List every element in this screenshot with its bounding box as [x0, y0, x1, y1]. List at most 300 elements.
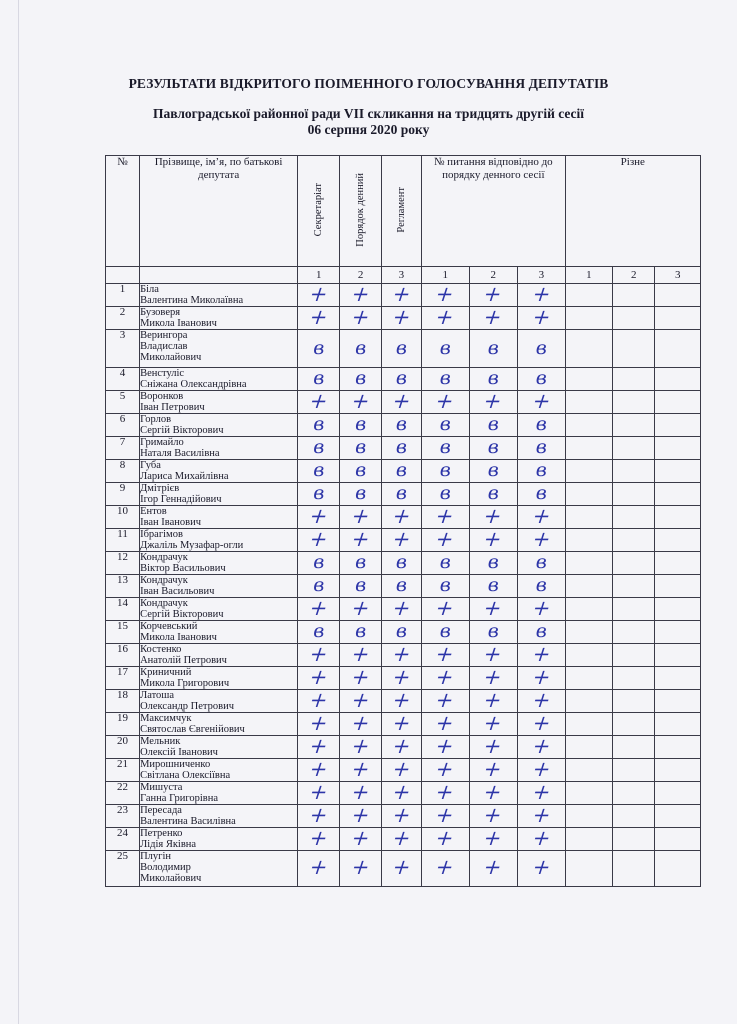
vote-cell: [518, 552, 566, 575]
vote-absent-mark: в: [355, 413, 367, 435]
deputy-name: [140, 621, 298, 644]
vote-for-mark: +: [480, 304, 506, 329]
vote-absent-mark: в: [395, 336, 407, 359]
misc-cell: [655, 575, 701, 598]
index-cell: 2: [613, 267, 655, 284]
vote-cell: [298, 756, 340, 782]
deputy-name-line: Кондрачук: [140, 598, 188, 609]
vote-absent-mark: в: [439, 336, 451, 359]
deputy-name: [140, 391, 298, 414]
vote-cell: [422, 526, 470, 552]
deputy-name: [140, 851, 298, 887]
misc-cell: [565, 529, 613, 552]
deputy-name: [140, 598, 298, 621]
vote-for-mark: +: [480, 733, 506, 758]
row-number: 13: [106, 575, 140, 598]
deputy-name-line: Іван Іванович: [140, 517, 202, 528]
vote-for-mark: +: [388, 503, 415, 528]
deputy-name-line: Іван Петрович: [140, 402, 205, 413]
deputy-name-line: Наталя Василівна: [140, 448, 220, 459]
deputy-name: [140, 529, 298, 552]
row-number: 5: [106, 391, 140, 414]
vote-for-mark: +: [528, 641, 555, 666]
deputy-name: [140, 736, 298, 759]
deputy-name-line: Мишуста: [140, 782, 183, 793]
vote-for-mark: +: [347, 687, 374, 712]
misc-cell: [613, 284, 655, 307]
vote-absent-mark: в: [395, 367, 407, 389]
row-number: 8: [106, 460, 140, 483]
vote-cell: [340, 414, 381, 437]
misc-cell: [565, 330, 613, 368]
vote-cell: [518, 460, 566, 483]
vote-cell: [518, 483, 566, 506]
table-row: [106, 667, 701, 690]
vote-cell: [469, 733, 518, 759]
vote-cell: [422, 733, 470, 759]
misc-cell: [565, 736, 613, 759]
vote-absent-mark: в: [313, 436, 325, 458]
subtitle-date: 06 серпня 2020 року: [307, 122, 430, 137]
deputy-name: [140, 805, 298, 828]
vote-for-mark: +: [528, 710, 555, 735]
table-row: [106, 552, 701, 575]
table-row: [106, 782, 701, 805]
vote-for-mark: +: [388, 641, 415, 666]
vote-absent-mark: в: [355, 336, 367, 359]
vote-for-mark: +: [528, 304, 555, 329]
vote-cell: [340, 733, 381, 759]
vote-for-mark: +: [432, 281, 458, 306]
vote-for-mark: +: [388, 779, 415, 804]
vote-for-mark: +: [306, 664, 332, 689]
misc-cell: [565, 391, 613, 414]
vote-absent-mark: в: [313, 620, 325, 642]
vote-cell: [298, 779, 340, 805]
misc-cell: [613, 667, 655, 690]
vote-cell: [381, 330, 421, 368]
row-number: 11: [106, 529, 140, 552]
vote-cell: [381, 621, 421, 644]
vote-for-mark: +: [432, 733, 458, 758]
vote-cell: [381, 483, 421, 506]
vote-cell: [298, 687, 340, 713]
misc-cell: [565, 414, 613, 437]
vote-for-mark: +: [432, 710, 458, 735]
vote-cell: [469, 779, 518, 805]
vote-for-mark: +: [347, 855, 374, 879]
vote-for-mark: +: [388, 687, 415, 712]
vote-for-mark: +: [306, 388, 332, 413]
row-number: 3: [106, 330, 140, 368]
misc-cell: [613, 621, 655, 644]
vote-cell: [469, 483, 518, 506]
vote-for-mark: +: [347, 779, 374, 804]
vote-cell: [422, 437, 470, 460]
misc-cell: [613, 483, 655, 506]
row-number: 2: [106, 307, 140, 330]
misc-cell: [655, 690, 701, 713]
deputy-name-line: Олексій Іванович: [140, 747, 218, 758]
row-number: 7: [106, 437, 140, 460]
deputy-name: [140, 483, 298, 506]
vote-absent-mark: в: [355, 436, 367, 458]
misc-cell: [565, 552, 613, 575]
misc-cell: [613, 414, 655, 437]
header-regulation-label: Регламент: [395, 186, 407, 233]
misc-cell: [655, 736, 701, 759]
vote-cell: [518, 664, 566, 690]
deputy-name-line: Іван Васильович: [140, 586, 215, 597]
row-number: 22: [106, 782, 140, 805]
deputy-name: [140, 437, 298, 460]
misc-cell: [655, 368, 701, 391]
vote-absent-mark: в: [439, 482, 451, 504]
vote-cell: [298, 414, 340, 437]
vote-cell: [340, 851, 381, 887]
deputy-name: [140, 330, 298, 368]
deputy-name-line: Воронков: [140, 391, 184, 402]
vote-absent-mark: в: [487, 574, 499, 596]
vote-absent-mark: в: [487, 367, 499, 389]
vote-for-mark: +: [480, 802, 506, 827]
vote-for-mark: +: [528, 526, 555, 551]
deputy-name: [140, 690, 298, 713]
vote-for-mark: +: [388, 756, 415, 781]
misc-cell: [565, 644, 613, 667]
misc-cell: [655, 529, 701, 552]
vote-for-mark: +: [480, 756, 506, 781]
misc-cell: [613, 828, 655, 851]
row-number: 12: [106, 552, 140, 575]
vote-absent-mark: в: [395, 574, 407, 596]
vote-cell: [340, 368, 381, 391]
header-agenda-label: Порядок денний: [355, 172, 367, 247]
vote-cell: [381, 802, 421, 828]
vote-cell: [422, 664, 470, 690]
vote-cell: [340, 552, 381, 575]
table-row: [106, 644, 701, 667]
row-number: 14: [106, 598, 140, 621]
vote-absent-mark: в: [355, 367, 367, 389]
vote-for-mark: +: [388, 802, 415, 827]
vote-cell: [469, 756, 518, 782]
misc-cell: [565, 284, 613, 307]
deputy-name: [140, 506, 298, 529]
vote-for-mark: +: [306, 687, 332, 712]
vote-cell: [298, 526, 340, 552]
deputy-name-line: Анатолій Петрович: [140, 655, 227, 666]
deputy-name-line: Валентина Миколаївна: [140, 295, 244, 306]
voting-table: [105, 155, 701, 887]
misc-cell: [565, 667, 613, 690]
index-cell: 1: [565, 267, 613, 284]
vote-absent-mark: в: [355, 574, 367, 596]
misc-cell: [565, 690, 613, 713]
deputy-name: [140, 575, 298, 598]
table-row: [106, 307, 701, 330]
vote-cell: [518, 851, 566, 887]
vote-cell: [340, 330, 381, 368]
vote-absent-mark: в: [535, 413, 547, 435]
vote-cell: [381, 664, 421, 690]
row-number: 6: [106, 414, 140, 437]
header-agenda: [340, 156, 381, 267]
vote-for-mark: +: [388, 733, 415, 758]
vote-cell: [340, 779, 381, 805]
vote-cell: [298, 330, 340, 368]
row-number: 23: [106, 805, 140, 828]
vote-cell: [298, 664, 340, 690]
deputy-name-line: Кондрачук: [140, 575, 188, 586]
deputy-name-line: Джаліль Музафар-огли: [140, 540, 244, 551]
vote-cell: [298, 575, 340, 598]
vote-cell: [381, 595, 421, 621]
misc-cell: [613, 437, 655, 460]
vote-absent-mark: в: [395, 620, 407, 642]
vote-for-mark: +: [528, 595, 555, 620]
vote-for-mark: +: [388, 825, 415, 850]
vote-cell: [381, 304, 421, 330]
vote-for-mark: +: [528, 664, 555, 689]
misc-cell: [655, 621, 701, 644]
table-row: [106, 713, 701, 736]
header-name: Прізвище, ім’я, по батькові депутата: [140, 156, 298, 267]
vote-for-mark: +: [306, 825, 332, 850]
misc-cell: [565, 368, 613, 391]
vote-for-mark: +: [306, 503, 332, 528]
vote-for-mark: +: [388, 664, 415, 689]
deputy-name-line: Біла: [140, 284, 159, 295]
vote-cell: [381, 526, 421, 552]
index-empty-num: [106, 267, 140, 284]
row-number: 15: [106, 621, 140, 644]
vote-cell: [469, 281, 518, 307]
page-title: РЕЗУЛЬТАТИ ВІДКРИТОГО ПОІМЕННОГО ГОЛОСУВАННЯ ДЕПУТАТІВ: [128, 76, 609, 91]
table-row: [106, 391, 701, 414]
table-row: [106, 828, 701, 851]
misc-cell: [613, 460, 655, 483]
vote-cell: [422, 575, 470, 598]
vote-cell: [469, 802, 518, 828]
vote-cell: [340, 437, 381, 460]
vote-cell: [340, 825, 381, 851]
misc-cell: [655, 460, 701, 483]
vote-cell: [518, 526, 566, 552]
subtitle-line-1: Павлоградської районної ради VII скликання на тридцять другій сесії: [152, 106, 585, 121]
misc-cell: [655, 782, 701, 805]
vote-cell: [298, 503, 340, 529]
vote-cell: [422, 641, 470, 667]
deputy-name-line: Олександр Петрович: [140, 701, 235, 712]
deputy-name: [140, 644, 298, 667]
deputy-name-line: Мирошниченко: [140, 759, 211, 770]
table-row: [106, 851, 701, 887]
deputy-name-line: Костенко: [140, 644, 182, 655]
row-number: 4: [106, 368, 140, 391]
vote-cell: [381, 756, 421, 782]
vote-cell: [422, 503, 470, 529]
vote-cell: [381, 368, 421, 391]
vote-for-mark: +: [432, 595, 458, 620]
vote-cell: [469, 552, 518, 575]
vote-for-mark: +: [388, 526, 415, 551]
vote-cell: [298, 733, 340, 759]
vote-cell: [422, 368, 470, 391]
vote-cell: [518, 595, 566, 621]
vote-cell: [469, 851, 518, 887]
vote-cell: [469, 575, 518, 598]
row-number: 10: [106, 506, 140, 529]
vote-for-mark: +: [306, 641, 332, 666]
header-secretariat-label: Секретаріат: [313, 182, 325, 237]
deputy-name: [140, 414, 298, 437]
vote-absent-mark: в: [535, 367, 547, 389]
vote-absent-mark: в: [439, 551, 451, 573]
misc-cell: [613, 805, 655, 828]
vote-for-mark: +: [388, 710, 415, 735]
deputy-name-line: Ганна Григорівна: [140, 793, 219, 804]
vote-for-mark: +: [528, 756, 555, 781]
vote-cell: [298, 368, 340, 391]
vote-for-mark: +: [480, 687, 506, 712]
vote-cell: [469, 621, 518, 644]
deputy-name: [140, 713, 298, 736]
vote-absent-mark: в: [439, 459, 451, 481]
vote-cell: [340, 664, 381, 690]
deputy-name-line: Бузоверя: [140, 307, 181, 318]
vote-cell: [298, 304, 340, 330]
deputy-name: [140, 782, 298, 805]
vote-absent-mark: в: [395, 436, 407, 458]
vote-for-mark: +: [347, 641, 374, 666]
header-row: [106, 156, 701, 267]
table-row: [106, 284, 701, 307]
vote-absent-mark: в: [439, 413, 451, 435]
vote-absent-mark: в: [487, 459, 499, 481]
vote-cell: [469, 330, 518, 368]
vote-cell: [518, 641, 566, 667]
deputy-name-line: Горлов: [140, 414, 172, 425]
vote-cell: [298, 437, 340, 460]
vote-for-mark: +: [432, 687, 458, 712]
vote-cell: [518, 802, 566, 828]
vote-for-mark: +: [432, 825, 458, 850]
vote-for-mark: +: [528, 733, 555, 758]
vote-absent-mark: в: [535, 620, 547, 642]
deputy-name: [140, 552, 298, 575]
deputy-name: [140, 759, 298, 782]
vote-for-mark: +: [432, 664, 458, 689]
vote-for-mark: +: [480, 526, 506, 551]
vote-absent-mark: в: [313, 367, 325, 389]
vote-for-mark: +: [528, 281, 555, 306]
misc-cell: [655, 598, 701, 621]
vote-absent-mark: в: [535, 436, 547, 458]
index-cell: 2: [340, 267, 381, 284]
vote-cell: [518, 687, 566, 713]
misc-cell: [565, 483, 613, 506]
index-cell: 1: [422, 267, 470, 284]
vote-absent-mark: в: [535, 336, 547, 359]
deputy-name-line: Володимир: [140, 862, 191, 873]
vote-for-mark: +: [347, 304, 374, 329]
deputy-name-line: Владислав: [140, 341, 188, 352]
vote-cell: [469, 641, 518, 667]
vote-for-mark: +: [432, 641, 458, 666]
deputy-name-line: Криничний: [140, 667, 192, 678]
vote-for-mark: +: [388, 855, 415, 879]
page-edge: [18, 0, 19, 1024]
vote-cell: [469, 304, 518, 330]
deputy-name-line: Микола Іванович: [140, 632, 217, 643]
vote-cell: [381, 414, 421, 437]
vote-for-mark: +: [432, 855, 458, 879]
misc-cell: [613, 851, 655, 887]
vote-cell: [298, 710, 340, 736]
vote-absent-mark: в: [535, 574, 547, 596]
vote-cell: [298, 802, 340, 828]
vote-cell: [381, 281, 421, 307]
table-row: [106, 437, 701, 460]
vote-cell: [298, 851, 340, 887]
vote-cell: [298, 595, 340, 621]
vote-cell: [422, 756, 470, 782]
deputy-name-line: Плугін: [140, 851, 171, 862]
misc-cell: [613, 575, 655, 598]
deputy-name: [140, 828, 298, 851]
misc-cell: [655, 483, 701, 506]
vote-cell: [469, 437, 518, 460]
vote-absent-mark: в: [439, 367, 451, 389]
vote-for-mark: +: [480, 855, 506, 879]
vote-absent-mark: в: [487, 413, 499, 435]
deputy-name-line: Миколайович: [140, 352, 202, 363]
deputy-name: [140, 460, 298, 483]
vote-cell: [381, 851, 421, 887]
vote-cell: [340, 503, 381, 529]
vote-for-mark: +: [306, 710, 332, 735]
vote-absent-mark: в: [487, 551, 499, 573]
vote-cell: [381, 825, 421, 851]
vote-cell: [422, 330, 470, 368]
vote-for-mark: +: [306, 756, 332, 781]
vote-for-mark: +: [306, 595, 332, 620]
vote-cell: [381, 641, 421, 667]
deputy-name-line: Валентина Василівна: [140, 816, 236, 827]
deputy-name-line: Венстуліс: [140, 368, 185, 379]
misc-cell: [613, 529, 655, 552]
row-number: 1: [106, 284, 140, 307]
misc-cell: [565, 782, 613, 805]
misc-cell: [565, 851, 613, 887]
row-number: 16: [106, 644, 140, 667]
table-body: [106, 281, 701, 887]
misc-cell: [613, 736, 655, 759]
vote-for-mark: +: [480, 664, 506, 689]
table-row: [106, 575, 701, 598]
misc-cell: [565, 460, 613, 483]
vote-cell: [422, 802, 470, 828]
page-subtitle: [0, 106, 737, 138]
vote-cell: [518, 733, 566, 759]
misc-cell: [565, 828, 613, 851]
vote-cell: [422, 851, 470, 887]
vote-cell: [518, 437, 566, 460]
deputy-name-line: Микола Григорович: [140, 678, 230, 689]
vote-cell: [298, 825, 340, 851]
misc-cell: [655, 437, 701, 460]
